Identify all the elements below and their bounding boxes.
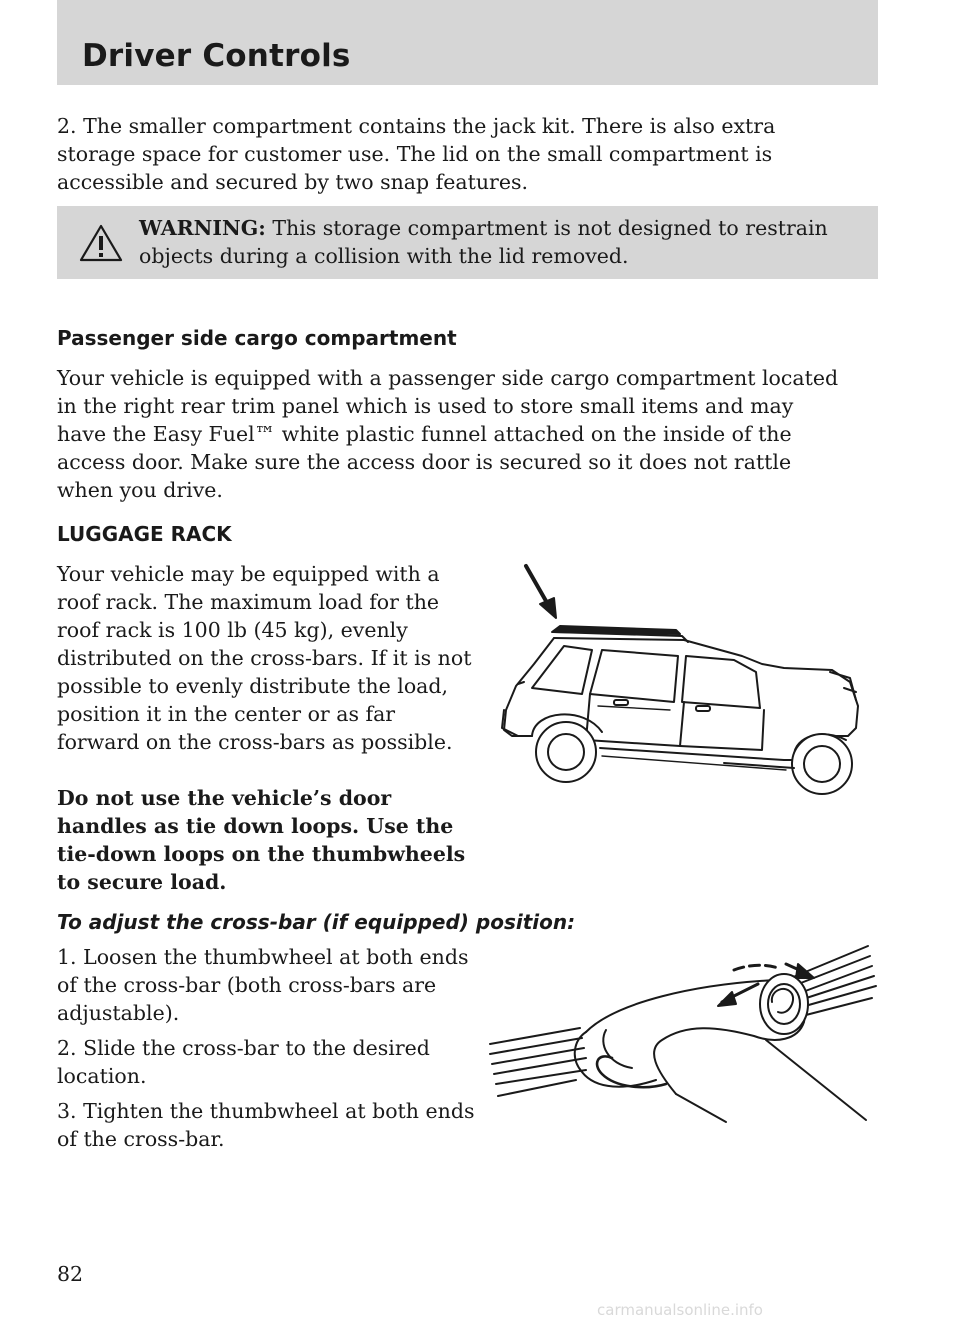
- warning-text: This storage compartment is not designed to restrain objects during a collision with the lid removed.: [139, 216, 828, 268]
- passenger-paragraph: Your vehicle is equipped with a passenger side cargo compartment located in the right rear trim panel which is used to store small items and may have the Easy Fuel™ white plastic funnel attached on the inside of the access door. Make sure the access door is secured so it does not rattle when you drive.: [57, 366, 839, 502]
- suv-roof-rack-illustration: [494, 560, 878, 800]
- crossbar-step-3: 3. Tighten the thumbwheel at both ends of the cross-bar.: [57, 1099, 475, 1151]
- luggage-paragraph: Your vehicle may be equipped with a roof rack. The maximum load for the roof rack is 100 lb (45 kg), evenly distributed on the cross-bars. If it is not possible to evenly distribute the load, position it in the center or as far forward on the cross-bars as possible.: [57, 562, 472, 754]
- front-wheel: [792, 734, 852, 794]
- warning-paragraph: [139, 214, 859, 270]
- page-number: 82: [57, 1262, 84, 1286]
- crossbar-step-2: 2. Slide the cross-bar to the desired location.: [57, 1036, 430, 1088]
- passenger-heading: Passenger side cargo compartment: [57, 326, 457, 350]
- intro-paragraph: 2. The smaller compartment contains the jack kit. There is also extra storage space for customer use. The lid on the small compartment is accessible and secured by two snap features.: [57, 114, 776, 194]
- warning-label: WARNING:: [139, 216, 266, 240]
- arrow-head: [540, 598, 556, 618]
- luggage-bold-note: Do not use the vehicle’s door handles as tie down loops. Use the tie-down loops on the thumbwheels to secure load.: [57, 786, 466, 894]
- crossbar-step-1: 1. Loosen the thumbwheel at both ends of the cross-bar (both cross-bars are adjustable).: [57, 945, 469, 1025]
- warning-box: [57, 206, 878, 279]
- rear-wheel: [536, 722, 596, 782]
- crossbar-thumbwheel-illustration: [486, 940, 878, 1130]
- page-section-title: Driver Controls: [82, 38, 351, 74]
- watermark: carmanualsonline.info: [597, 1301, 763, 1319]
- luggage-heading: LUGGAGE RACK: [57, 522, 232, 546]
- crossbar-heading: To adjust the cross-bar (if equipped) position:: [57, 910, 576, 934]
- warning-triangle-icon: [79, 224, 123, 262]
